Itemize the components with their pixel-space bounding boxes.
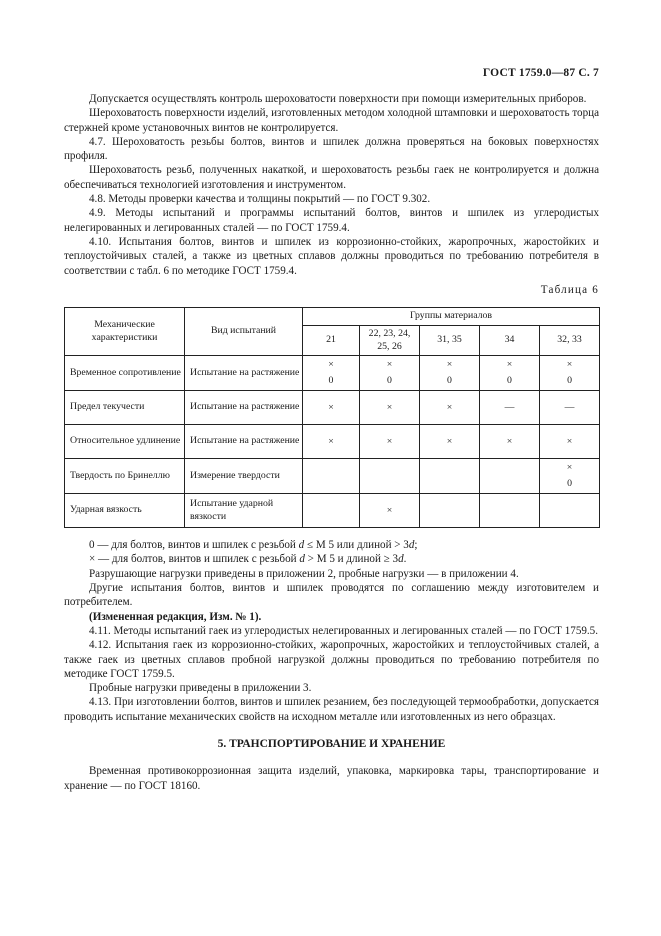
section-title: 5. ТРАНСПОРТИРОВАНИЕ И ХРАНЕНИЕ: [217, 738, 446, 751]
cell-group-value: [303, 459, 360, 494]
cell-group-value: × 0: [360, 356, 420, 391]
table-row: [65, 425, 600, 459]
cell-group-value: ×: [303, 425, 360, 459]
table-row: [65, 391, 600, 425]
cell-group-value: ×: [360, 494, 420, 528]
table-row: [65, 356, 600, 391]
paragraph: 4.9. Методы испытаний и программы испытаний болтов, винтов и шпилек из углеродистых нелегированных и легированных сталей — по ГОСТ 1759.4.: [64, 207, 599, 234]
header-test-type: Вид испытаний: [185, 308, 303, 356]
header-group: 32, 33: [540, 326, 600, 356]
header-group: 34: [480, 326, 540, 356]
paragraph: 4.11. Методы испытаний гаек из углеродистых нелегированных и легированных сталей — по ГОСТ 1759.5.: [89, 624, 599, 637]
cell-group-value: [480, 459, 540, 494]
cell-group-value: [540, 494, 600, 528]
cell-group-value: × 0: [540, 356, 600, 391]
note-cross: × — для болтов, винтов и шпилек с резьбой d > М 5 и длиной ≥ 3d.: [89, 553, 407, 566]
paragraph: Разрушающие нагрузки приведены в приложении 2, пробные нагрузки — в приложении 4.: [89, 567, 519, 580]
cell-group-value: × 0: [480, 356, 540, 391]
paragraph: 4.7. Шероховатость резьбы болтов, винтов и шпилек должна проверяться на боковых поверхностях профиля.: [64, 135, 599, 163]
table-body: [65, 356, 600, 528]
table-row: [65, 494, 600, 528]
cell-characteristic: Ударная вязкость: [65, 494, 185, 528]
cell-group-value: ×: [360, 425, 420, 459]
header-material-groups: Группы материалов: [303, 308, 600, 326]
cell-test-type: Испытание ударной вязкости: [185, 494, 303, 528]
cell-group-value: [420, 459, 480, 494]
cell-group-value: [303, 494, 360, 528]
cell-test-type: Испытание на растяжение: [185, 391, 303, 425]
table-6: [64, 307, 600, 528]
document-body: [64, 92, 599, 793]
cell-group-value: ×: [480, 425, 540, 459]
paragraph: Шероховатость поверхности изделий, изготовленных методом холодной штамповки и шероховатость торца стержней кроме установочных винтов не контролируется.: [64, 107, 599, 134]
paragraph: 4.12. Испытания гаек из коррозионно-стойких, жаропрочных, жаростойких и теплоустойчивых сталей, а также гаек из цветных сплавов пробной нагрузкой должны проводиться по требованию потребителя по методике ГОСТ 1759.5.: [64, 639, 599, 680]
cell-characteristic: Твердость по Бринеллю: [65, 459, 185, 494]
amendment-note: (Измененная редакция, Изм. № 1).: [89, 610, 262, 623]
paragraph: Допускается осуществлять контроль шероховатости поверхности при помощи измерительных приборов.: [89, 93, 587, 105]
cell-characteristic: Относительное удлинение: [65, 425, 185, 459]
paragraph: Другие испытания болтов, винтов и шпилек проводятся по соглашению между изготовителем и потребителем.: [64, 582, 599, 609]
note-zero: 0 — для болтов, винтов и шпилек с резьбой d ≤ М 5 или длиной > 3d;: [89, 539, 418, 552]
cell-group-value: × 0: [420, 356, 480, 391]
cell-test-type: Испытание на растяжение: [185, 356, 303, 391]
header-group: 22, 23, 24, 25, 26: [360, 326, 420, 356]
cell-group-value: ×: [420, 391, 480, 425]
cell-group-value: —: [540, 391, 600, 425]
header-characteristics: Механические характеристики: [65, 308, 185, 356]
table-caption: Таблица 6: [540, 283, 599, 296]
paragraph: Временная противокоррозионная защита изделий, упаковка, маркировка тары, транспортирование и хранение — по ГОСТ 18160.: [64, 765, 599, 792]
table-row: [65, 459, 600, 494]
paragraph: Пробные нагрузки приведены в приложении 3.: [89, 682, 312, 695]
cell-group-value: ×: [540, 425, 600, 459]
cell-group-value: ×: [420, 425, 480, 459]
cell-group-value: [480, 494, 540, 528]
cell-group-value: ×: [360, 391, 420, 425]
paragraph: 4.13. При изготовлении болтов, винтов и шпилек резанием, без последующей термообработки, допускается проводить испытание механических свойств на исходном металле или изготовленных из него образцах.: [64, 696, 599, 723]
header-group: 31, 35: [420, 326, 480, 356]
page-header: ГОСТ 1759.0—87 С. 7: [482, 67, 599, 79]
cell-test-type: Измерение твердости: [185, 459, 303, 494]
cell-group-value: [360, 459, 420, 494]
header-group: 21: [303, 326, 360, 356]
cell-characteristic: Временное сопротивление: [65, 356, 185, 391]
cell-group-value: [420, 494, 480, 528]
cell-test-type: Испытание на растяжение: [185, 425, 303, 459]
paragraph: Шероховатость резьб, полученных накаткой, и шероховатость резьбы гаек не контролируется и должна обеспечиваться технологией изготовления и инструментом.: [64, 164, 599, 191]
paragraph: 4.10. Испытания болтов, винтов и шпилек из коррозионно-стойких, жаропрочных, жаростойких и теплоустойчивых сталей, а также из цветных сплавов должны проводиться по требованию потребителя в соответствии с табл. 6 по методике ГОСТ 1759.4.: [64, 235, 599, 277]
cell-group-value: × 0: [540, 459, 600, 494]
cell-group-value: —: [480, 391, 540, 425]
cell-group-value: ×: [303, 391, 360, 425]
paragraph: 4.8. Методы проверки качества и толщины покрытий — по ГОСТ 9.302.: [89, 193, 431, 206]
cell-characteristic: Предел текучести: [65, 391, 185, 425]
cell-group-value: × 0: [303, 356, 360, 391]
